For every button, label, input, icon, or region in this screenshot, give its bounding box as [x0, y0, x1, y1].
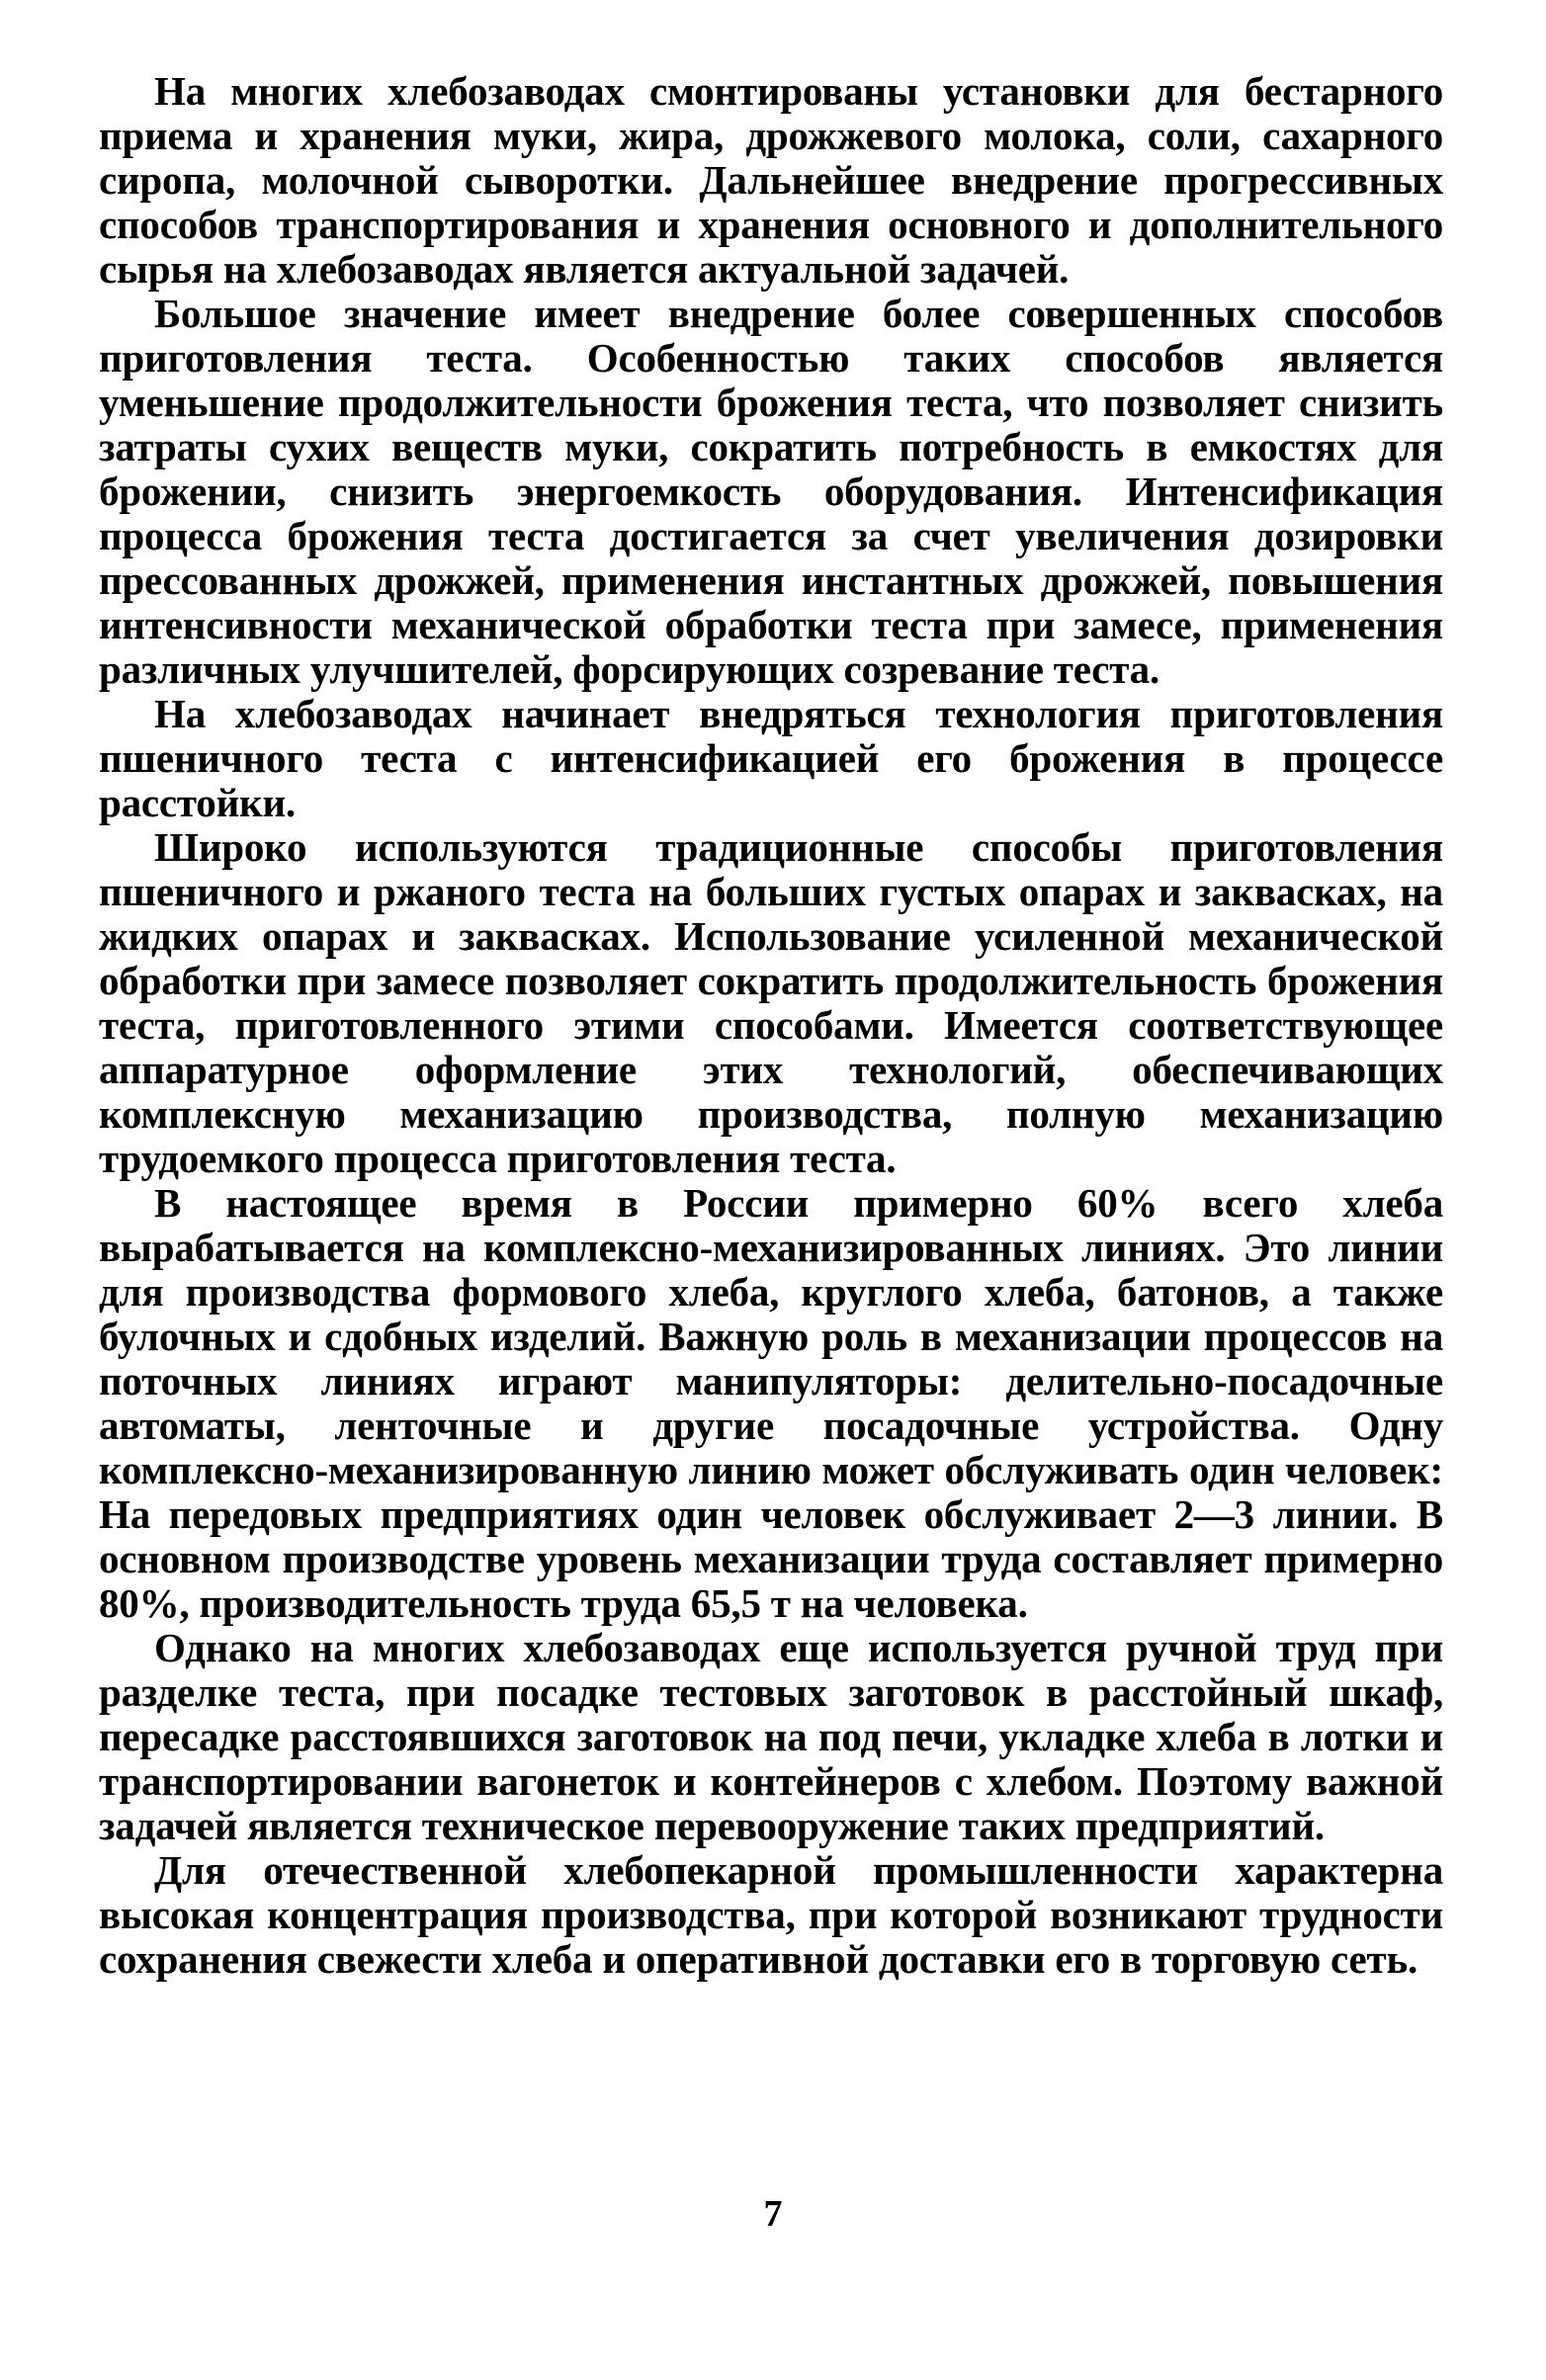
page-number: 7 — [763, 2193, 783, 2235]
body-text — [99, 69, 1443, 1982]
paragraph: На хлебозаводах начинает внедряться технология приготовления пшеничного теста с интенсификацией его брожения в процессе расстойки. — [99, 691, 1443, 825]
paragraph: Для отечественной хлебопекарной промышленности характерна высокая концентрация производства, при которой возникают трудности сохранения свежести хлеба и оперативной доставки его в торговую сеть. — [99, 1847, 1443, 1982]
paragraph: В настоящее время в России примерно 60% всего хлеба вырабатывается на комплексно-механизированных линиях. Это линии для производства формового хлеба, круглого хлеба, батонов, а также булочных и сдобных изделий. Важную роль в механизации процессов на поточных линиях играют манипуляторы: делительно-посадочные автоматы, ленточные и другие посадочные устройства. Одну комплексно-механизированную линию может обслуживать один человек: На передовых предприятиях один человек обслуживает 2—3 линии. В основном производстве уровень механизации труда составляет примерно 80%, производительность труда 65,5 т на человека. — [99, 1180, 1443, 1626]
paragraph: На многих хлебозаводах смонтированы установки для бестарного приема и хранения муки, жира, дрожжевого молока, соли, сахарного сиропа, молочной сыворотки. Дальнейшее внедрение прогрессивных способов транспортирования и хранения основного и дополнительного сырья на хлебозаводах является актуальной задачей. — [99, 68, 1443, 292]
paragraph: Однако на многих хлебозаводах еще используется ручной труд при разделке теста, при посадке тестовых заготовок в расстойный шкаф, пересадке расстоявшихся заготовок на под печи, укладке хлеба в лотки и транспортировании вагонеток и контейнеров с хлебом. Поэтому важной задачей является техническое перевооружение таких предприятий. — [99, 1625, 1443, 1848]
paragraph: Большое значение имеет внедрение более совершенных способов приготовления теста. Особенностью таких способов является уменьшение продолжительности брожения теста, что позволяет снизить затраты сухих веществ муки, сократить потребность в емкостях для брожении, снизить энергоемкость оборудования. Интенсификация процесса брожения теста достигается за счет увеличения дозировки прессованных дрожжей, применения инстантных дрожжей, повышения интенсивности механической обработки теста при замесе, применения различных улучшителей, форсирующих созревание теста. — [99, 291, 1443, 692]
paragraph: Широко используются традиционные способы приготовления пшеничного и ржаного теста на больших густых опарах и заквасках, на жидких опарах и заквасках. Использование усиленной механической обработки при замесе позволяет сократить продолжительность брожения теста, приготовленного этими способами. Имеется соответствующее аппаратурное оформление этих технологий, обеспечивающих комплексную механизацию производства, полную механизацию трудоемкого процесса приготовления теста. — [99, 824, 1443, 1181]
